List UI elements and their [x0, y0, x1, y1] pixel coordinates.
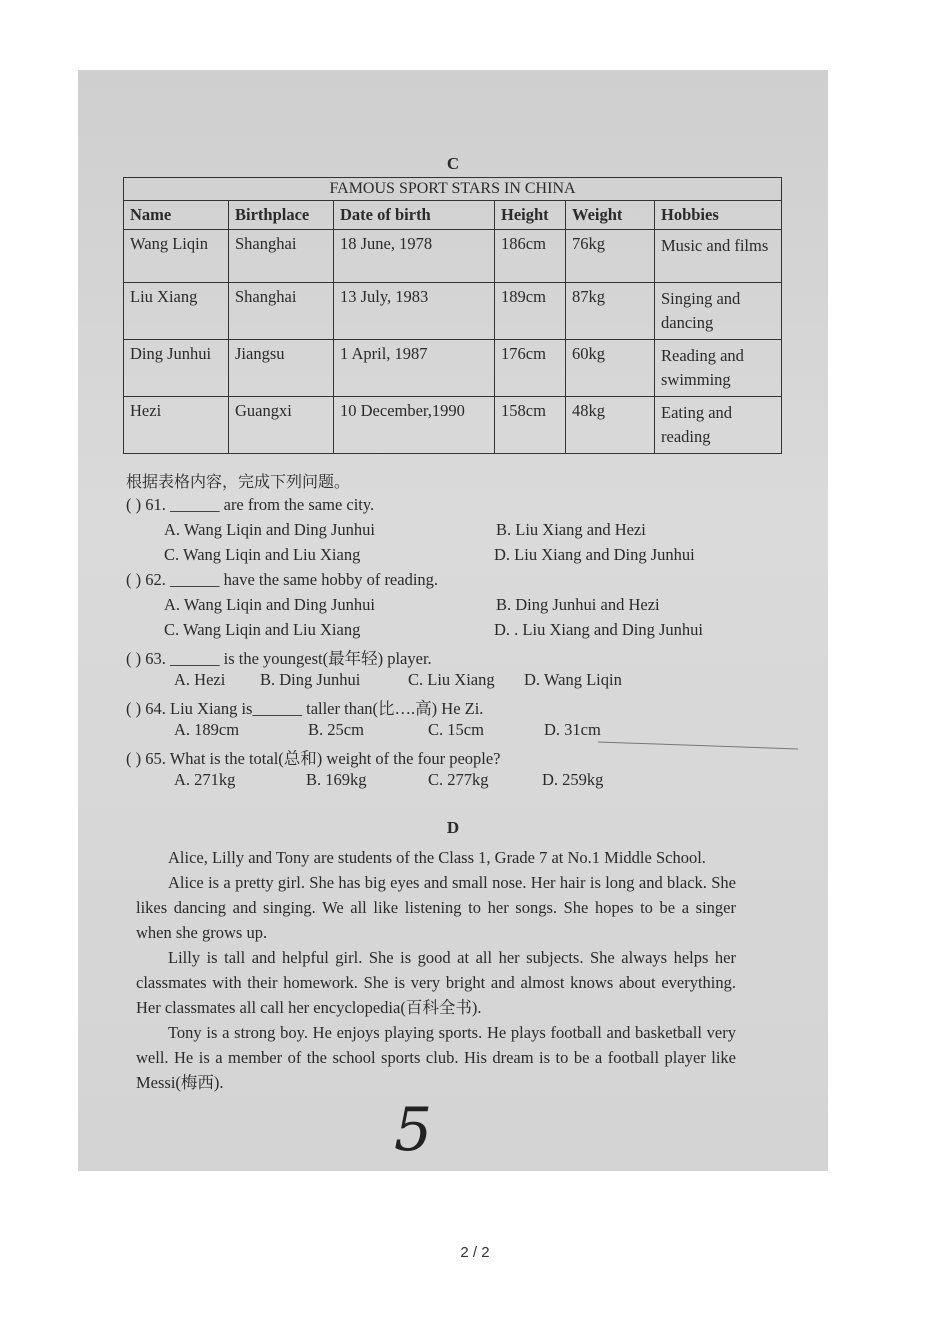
instruction-text: 根据表格内容，完成下列问题。 [126, 474, 351, 491]
passage-paragraph: Alice is a pretty girl. She has big eyes and small nose. Her hair is long and black. She likes dancing and singing. We all like listening to her songs. She hopes to be a singer when she grows up. [136, 873, 736, 942]
passage-paragraph: Lilly is tall and helpful girl. She is good at all her subjects. She always helps her classmates with their homework. She is very bright and almost knows about everything. Her classmates all call her encyclopedia(百科全书). [136, 948, 736, 1017]
option: C. Wang Liqin and Liu Xiang [164, 620, 361, 639]
option: D. Wang Liqin [524, 670, 622, 689]
passage-paragraph: Alice, Lilly and Tony are students of the Class 1, Grade 7 at No.1 Middle School. [168, 848, 706, 867]
table-cell: 13 July, 1983 [334, 283, 495, 340]
page-number: 2 / 2 [460, 1244, 490, 1261]
column-header: Height [495, 201, 566, 230]
table-cell: 189cm [495, 283, 566, 340]
option: D. 259kg [542, 770, 604, 789]
table-cell: Singing and dancing [655, 283, 782, 340]
table-cell: Guangxi [229, 397, 334, 454]
passage-paragraph: Tony is a strong boy. He enjoys playing sports. He plays football and basketball very well. He is a member of the school sports club. His dream is to be a football player like Messi(梅西). [136, 1023, 736, 1092]
sport-stars-table [123, 177, 782, 454]
column-header: Birthplace [229, 201, 334, 230]
table-cell: 176cm [495, 340, 566, 397]
table-header-row [124, 201, 782, 230]
option: A. Wang Liqin and Ding Junhui [164, 520, 376, 539]
option: B. Liu Xiang and Hezi [496, 520, 646, 539]
table-row [124, 283, 782, 340]
option: C. 15cm [428, 720, 484, 739]
option: C. 277kg [428, 770, 489, 789]
table-cell: 48kg [566, 397, 655, 454]
section-d-heading: D [446, 818, 460, 837]
column-header: Hobbies [655, 201, 782, 230]
table-cell: Hezi [124, 397, 229, 454]
table-cell: Ding Junhui [124, 340, 229, 397]
option: B. Ding Junhui and Hezi [496, 595, 660, 614]
option: C. Liu Xiang [408, 670, 495, 689]
table-cell: Shanghai [229, 230, 334, 283]
question-64: ( ) 64. Liu Xiang is______ taller than(比….高) He Zi. [126, 699, 484, 718]
scanned-page [78, 70, 828, 1171]
table-cell: Music and films [655, 230, 782, 283]
table-cell: 158cm [495, 397, 566, 454]
table-cell: 186cm [495, 230, 566, 283]
table-cell: 60kg [566, 340, 655, 397]
option: A. Hezi [174, 670, 226, 689]
option: A. 189cm [174, 720, 240, 739]
option: B. 169kg [306, 770, 367, 789]
table-cell: 87kg [566, 283, 655, 340]
table-cell: 1 April, 1987 [334, 340, 495, 397]
table-cell: Wang Liqin [124, 230, 229, 283]
question-63: ( ) 63. ______ is the youngest(最年轻) player. [126, 649, 432, 668]
table-cell: 10 December,1990 [334, 397, 495, 454]
option: C. Wang Liqin and Liu Xiang [164, 545, 361, 564]
option: B. 25cm [308, 720, 364, 739]
table-row [124, 340, 782, 397]
section-c-heading: C [446, 154, 460, 173]
table-row [124, 397, 782, 454]
question-62: ( ) 62. ______ have the same hobby of reading. [126, 570, 439, 589]
table-cell: Reading and swimming [655, 340, 782, 397]
option: A. Wang Liqin and Ding Junhui [164, 595, 376, 614]
option: D. Liu Xiang and Ding Junhui [494, 545, 695, 564]
pen-stroke [598, 742, 798, 750]
table-title: FAMOUS SPORT STARS IN CHINA [124, 178, 782, 201]
question-65: ( ) 65. What is the total(总和) weight of the four people? [126, 749, 501, 768]
table-cell: 18 June, 1978 [334, 230, 495, 283]
table-title-row [124, 178, 782, 201]
table-cell: 76kg [566, 230, 655, 283]
column-header: Weight [566, 201, 655, 230]
table-cell: Liu Xiang [124, 283, 229, 340]
table-cell: Jiangsu [229, 340, 334, 397]
option: D. . Liu Xiang and Ding Junhui [494, 620, 703, 639]
option: B. Ding Junhui [260, 670, 361, 689]
table-cell: Shanghai [229, 283, 334, 340]
column-header: Name [124, 201, 229, 230]
table-cell: Eating and reading [655, 397, 782, 454]
handwritten-mark: 5 [394, 1095, 433, 1165]
column-header: Date of birth [334, 201, 495, 230]
reading-passage [136, 845, 736, 1095]
question-61: ( ) 61. ______ are from the same city. [126, 495, 375, 514]
option: A. 271kg [174, 770, 236, 789]
option: D. 31cm [544, 720, 601, 739]
table-row [124, 230, 782, 283]
